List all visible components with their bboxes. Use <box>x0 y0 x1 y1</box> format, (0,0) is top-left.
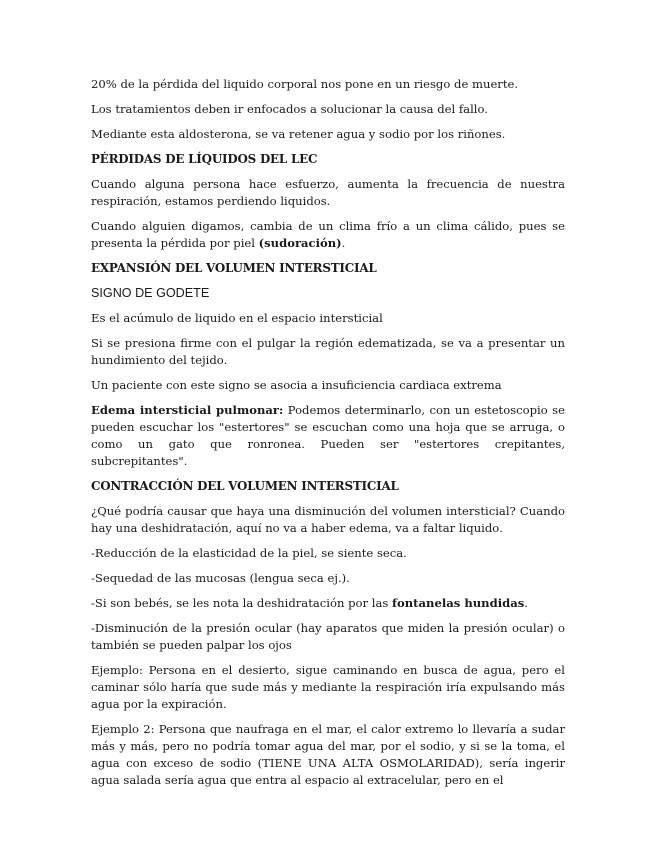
paragraph-effort-breathing: Cuando alguna persona hace esfuerzo, aumenta la frecuencia de nuestra respiración, estamos perdiendo liquidos. <box>91 177 565 208</box>
sweating-bold: (sudoración) <box>258 236 342 250</box>
paragraph-shipwreck-example: Ejemplo 2: Persona que naufraga en el mar, el calor extremo lo llevaría a sudar más y más, pero no podría tomar agua del mar, por el sodio, y si se la toma, el agua con exceso de sodio (TIENE UNA ALTA OSMOLARIDAD), sería ingerir agua salada sería agua que entra al espacio al extracelular, pero en el <box>91 722 565 787</box>
paragraph-treatments: Los tratamientos deben ir enfocados a solucionar la causa del fallo. <box>91 102 488 116</box>
list-item-skin-elasticity: -Reducción de la elasticidad de la piel, se siente seca. <box>91 546 407 560</box>
fontanelles-end: . <box>524 596 528 610</box>
paragraph-lost-fluid-risk: 20% de la pérdida del liquido corporal nos pone en un riesgo de muerte. <box>91 77 519 91</box>
paragraph-cardiac-failure: Un paciente con este signo se asocia a insuficiencia cardiaca extrema <box>91 378 502 392</box>
heading-interstitial-contraction: CONTRACCIÓN DEL VOLUMEN INTERSTICIAL <box>91 479 399 493</box>
pulmonary-edema-bold: Edema intersticial pulmonar: <box>91 403 284 417</box>
climate-end: . <box>341 236 346 250</box>
paragraph-desert-example: Ejemplo: Persona en el desierto, sigue caminando en busca de agua, pero el caminar sólo haría que sude más y mediante la respiración iría expulsando más agua por la expiración. <box>91 663 565 711</box>
pulmonary-edema-text: Podemos determinarlo, con un estetoscopio se pueden escuchar los "estertores" se escuchan como una hoja que se arruga, o como un gato que ronronea. Pueden ser "estertores crepitantes, subcrepitantes". <box>91 403 565 468</box>
paragraph-fluid-accumulation: Es el acúmulo de liquido en el espacio intersticial <box>91 311 383 325</box>
paragraph-aldosterone: Mediante esta aldosterona, se va retener agua y sodio por los riñones. <box>91 127 506 141</box>
paragraph-thumb-pressure: Si se presiona firme con el pulgar la región edematizada, se va a presentar un hundimiento del tejido. <box>91 336 565 367</box>
list-item-ocular-pressure: -Disminución de la presión ocular (hay aparatos que miden la presión ocular) o también se pueden palpar los ojos <box>91 621 565 652</box>
paragraph-climate-change <box>91 218 565 252</box>
paragraph-dehydration-question: ¿Qué podría causar que haya una disminución del volumen intersticial? Cuando hay una deshidratación, aquí no va a haber edema, va a faltar liquido. <box>91 504 565 535</box>
heading-interstitial-expansion: EXPANSIÓN DEL VOLUMEN INTERSTICIAL <box>91 261 377 275</box>
list-item-fontanelles <box>91 595 565 612</box>
fontanelles-text: -Si son bebés, se les nota la deshidratación por las <box>91 596 393 610</box>
climate-text: Cuando alguien digamos, cambia de un clima frío a un clima cálido, pues se presenta la pérdida por piel <box>91 219 565 250</box>
paragraph-pulmonary-edema <box>91 402 565 470</box>
heading-lec-losses: PÉRDIDAS DE LÍQUIDOS DEL LEC <box>91 152 318 166</box>
fontanelles-bold: fontanelas hundidas <box>392 596 525 610</box>
subheading-godete-sign: SIGNO DE GODETE <box>91 286 210 300</box>
list-item-mucosa-dryness: -Sequedad de las mucosas (lengua seca ej.). <box>91 571 350 585</box>
